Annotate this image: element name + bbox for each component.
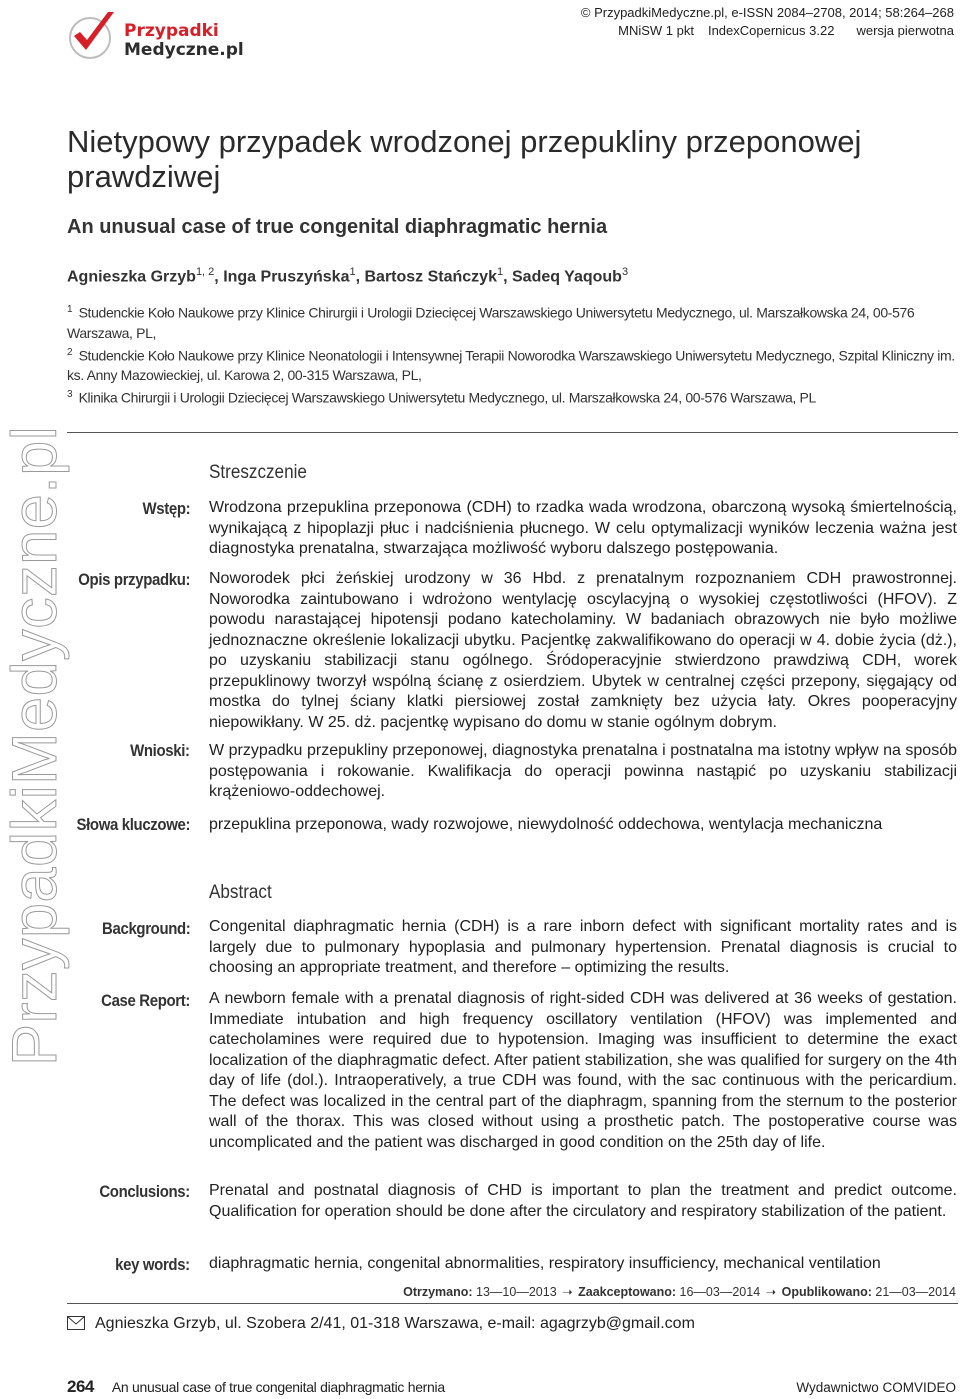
background-label: Background: — [101, 919, 190, 938]
case-report-label: Case Report: — [101, 991, 190, 1010]
conclusions-label: Conclusions: — [99, 1182, 190, 1201]
page-footer-left — [67, 1377, 445, 1397]
affiliation-item — [67, 385, 957, 408]
streszczenie-heading: Streszczenie — [209, 462, 307, 483]
key-words-label: key words: — [115, 1255, 190, 1274]
conclusions-text: Prenatal and postnatal diagnosis of CHD is important to plan the treatment and predict outcome. Qualification for operation should be done after the circulatory and respiratory stabilization of the patient. — [209, 1182, 957, 1220]
received-date: 13—10—2013 — [476, 1285, 557, 1299]
affiliation-text: Studenckie Koło Naukowe przy Klinice Chirurgii i Urologii Dziecięcej Warszawskiego Uniwersytetu Medycznego, ul. Marszałkowska 24, 00-576 Warszawa, PL, — [67, 304, 915, 341]
accepted-label: Zaakceptowano: — [578, 1285, 677, 1299]
author-affiliation-ref: 1 — [496, 266, 504, 278]
author-name: Bartosz Stańczyk — [364, 268, 497, 286]
abstract-heading: Abstract — [209, 882, 272, 903]
wstep-label: Wstęp: — [142, 499, 190, 518]
footer-title: An unusual case of true congenital diaphragmatic hernia — [111, 1379, 445, 1395]
affiliation-item — [67, 343, 957, 386]
journal-logo — [64, 6, 254, 64]
background-text: Congenital diaphragmatic hernia (CDH) is a rare inborn defect with significant mortality rates and is largely due to pulmonary hypoplasia and pulmonary hypertension. Prenatal diagnosis is crucial to choosing an appropriate treatment, and therefore – optimizing the results. — [209, 918, 957, 976]
author-list: Agnieszka Grzyb$^{1, 2}$, Inga Pruszyńska$^1$, Bartosz Stańczyk$^1$, Sadeq Yaqoub$^3$ — [67, 266, 629, 286]
author-name: Inga Pruszyńska — [223, 268, 350, 286]
article-title: Nietypowy przypadek wrodzonej przepukliny przeponowej prawdziwej — [67, 124, 862, 194]
opis-przypadku-label: Opis przypadku: — [78, 570, 190, 589]
affiliation-number: 1 — [67, 304, 73, 315]
publisher-name: Wydawnictwo COMVIDEO — [796, 1380, 956, 1395]
accepted-date: 16—03—2014 — [679, 1285, 761, 1299]
affiliation-number: 2 — [67, 346, 73, 358]
wnioski-label: Wnioski: — [130, 741, 190, 760]
logo-line1: Przypadki — [124, 21, 219, 41]
header-line2 — [581, 22, 954, 40]
header-mnisw: MNiSW 1 pkt — [618, 23, 694, 38]
affiliation-text: Studenckie Koło Naukowe przy Klinice Neonatologii i Intensywnej Terapii Noworodka Warszawskiego Uniwersytetu Medycznego, Szpital Kliniczny im. ks. Anny Mazowieckiej, ul. Karowa 2, 00-315 Warszawa, PL, — [67, 347, 955, 384]
publication-dates — [403, 1284, 956, 1299]
case-report-text: A newborn female with a prenatal diagnosis of right-sided CDH was delivered at 36 weeks of gestation. Immediate intubation and high frequency oscillatory ventilation (HFOV) was implemented and catecholamines were required due to hypotension. Imaging was insufficient to determine the exact localization of the diaphragmatic defect. After patient stabilization, she was qualified for surgery on the 4th day of life (dol.). Intraoperatively, a true CDH was found, with the sac continuous with the pericardium. The defect was localized in the central part of the diaphragm, spanning from the sternum to the posterior wall of the thorax. This was closed without using a prosthetic patch. The postoperative course was uncomplicated and the patient was discharged in good condition on the 25th day of life. — [209, 990, 957, 1151]
arrow-right-icon: ➝ — [562, 1285, 573, 1299]
header-version: wersja pierwotna — [856, 23, 954, 38]
arrow-right-icon: ➝ — [765, 1285, 777, 1299]
article-subtitle: An unusual case of true congenital diaphragmatic hernia — [67, 216, 608, 238]
slowa-kluczowe-label: Słowa kluczowe: — [76, 815, 190, 834]
journal-header-info — [581, 4, 954, 40]
author-name: Agnieszka Grzyb — [67, 268, 196, 286]
author-affiliation-ref: 1 — [349, 266, 356, 278]
received-label: Otrzymano: — [403, 1285, 473, 1299]
opis-przypadku-text: Noworodek płci żeńskiej urodzony w 36 Hbd. z prenatalnym rozpoznaniem CDH prawostronnej. Noworodka zaintubowano i wdrożono wentylację oscylacyjną o wysokiej częstotliwości (HFOV). Z powodu narastającej hipotensji podano katecholaminy. W badaniach obrazowych nie było możliwe jednoznaczne określenie lokalizacji ubytku. Pacjentkę zakwalifikowano do operacji w 4. dobie życia (dż.), po uzyskaniu stabilizacji stanu ogólnego. Śródoperacyjnie stwierdzono prawdziwą CDH, worek przepuklinowy tworzył wspólną ścianę z osierdziem. Ubytek w centralnej części przepony, sięgający od mostka do tylnej ściany klatki piersiowej został zamknięty bez użycia łaty. Okres pooperacyjny niepowikłany. W 25. dż. pacjentkę wypisano do domu w stanie ogólnym dobrym. — [209, 570, 957, 731]
affiliation-list — [67, 300, 957, 408]
header-indexcopernicus: IndexCopernicus 3.22 — [707, 23, 835, 38]
key-words-text: diaphragmatic hernia, congenital abnormalities, respiratory insufficiency, mechanical ventilation — [209, 1255, 881, 1272]
divider-top — [67, 432, 958, 433]
divider-bottom — [67, 1303, 958, 1304]
published-label: Opublikowano: — [781, 1285, 872, 1299]
header-line1: © PrzypadkiMedyczne.pl, e-ISSN 2084–2708, 2014; 58:264–268 — [580, 5, 954, 20]
correspondence — [67, 1315, 695, 1333]
watermark-text: PrzypadkiMedyczne.pl — [0, 425, 70, 1066]
affiliation-number: 3 — [67, 389, 73, 401]
affiliation-item — [67, 300, 957, 343]
correspondence-text: Agnieszka Grzyb, ul. Szobera 2/41, 01-318 Warszawa, e-mail: agagrzyb@gmail.com — [95, 1315, 695, 1332]
affiliation-text: Klinika Chirurgii i Urologii Dziecięcej Warszawskiego Uniwersytetu Medycznego, ul. Marszałkowska 24, 00-576 Warszawa, PL — [78, 389, 816, 406]
author-name: Sadeq Yaqoub — [512, 268, 622, 286]
slowa-kluczowe-text: przepuklina przeponowa, wady rozwojowe, niewydolność oddechowa, wentylacja mechaniczna — [209, 816, 883, 833]
wnioski-text: W przypadku przepukliny przeponowej, diagnostyka prenatalna i postnatalna ma istotny wpływ na sposób postępowania i rokowanie. Kwalifikacja do operacji powinna nastąpić po uzyskaniu stabilizacji krążeniowo-oddechowej. — [209, 742, 957, 800]
author-affiliation-ref: 3 — [621, 266, 629, 278]
page-number: 264 — [67, 1377, 94, 1396]
published-date: 21—03—2014 — [875, 1285, 956, 1299]
logo-line2: Medyczne.pl — [124, 40, 244, 60]
envelope-icon — [67, 1316, 85, 1330]
author-affiliation-ref: 1, 2 — [195, 266, 215, 278]
wstep-text: Wrodzona przepuklina przeponowa (CDH) to rzadka wada wrodzona, obarczoną wysoką śmiertelnością, wynikającą z hipoplazji płuc i nadciśnienia płucnego. W celu optymalizacji wyników leczenia ważna jest diagnostyka prenatalna, stwarzająca możliwość wyboru dalszego postępowania. — [209, 499, 957, 557]
